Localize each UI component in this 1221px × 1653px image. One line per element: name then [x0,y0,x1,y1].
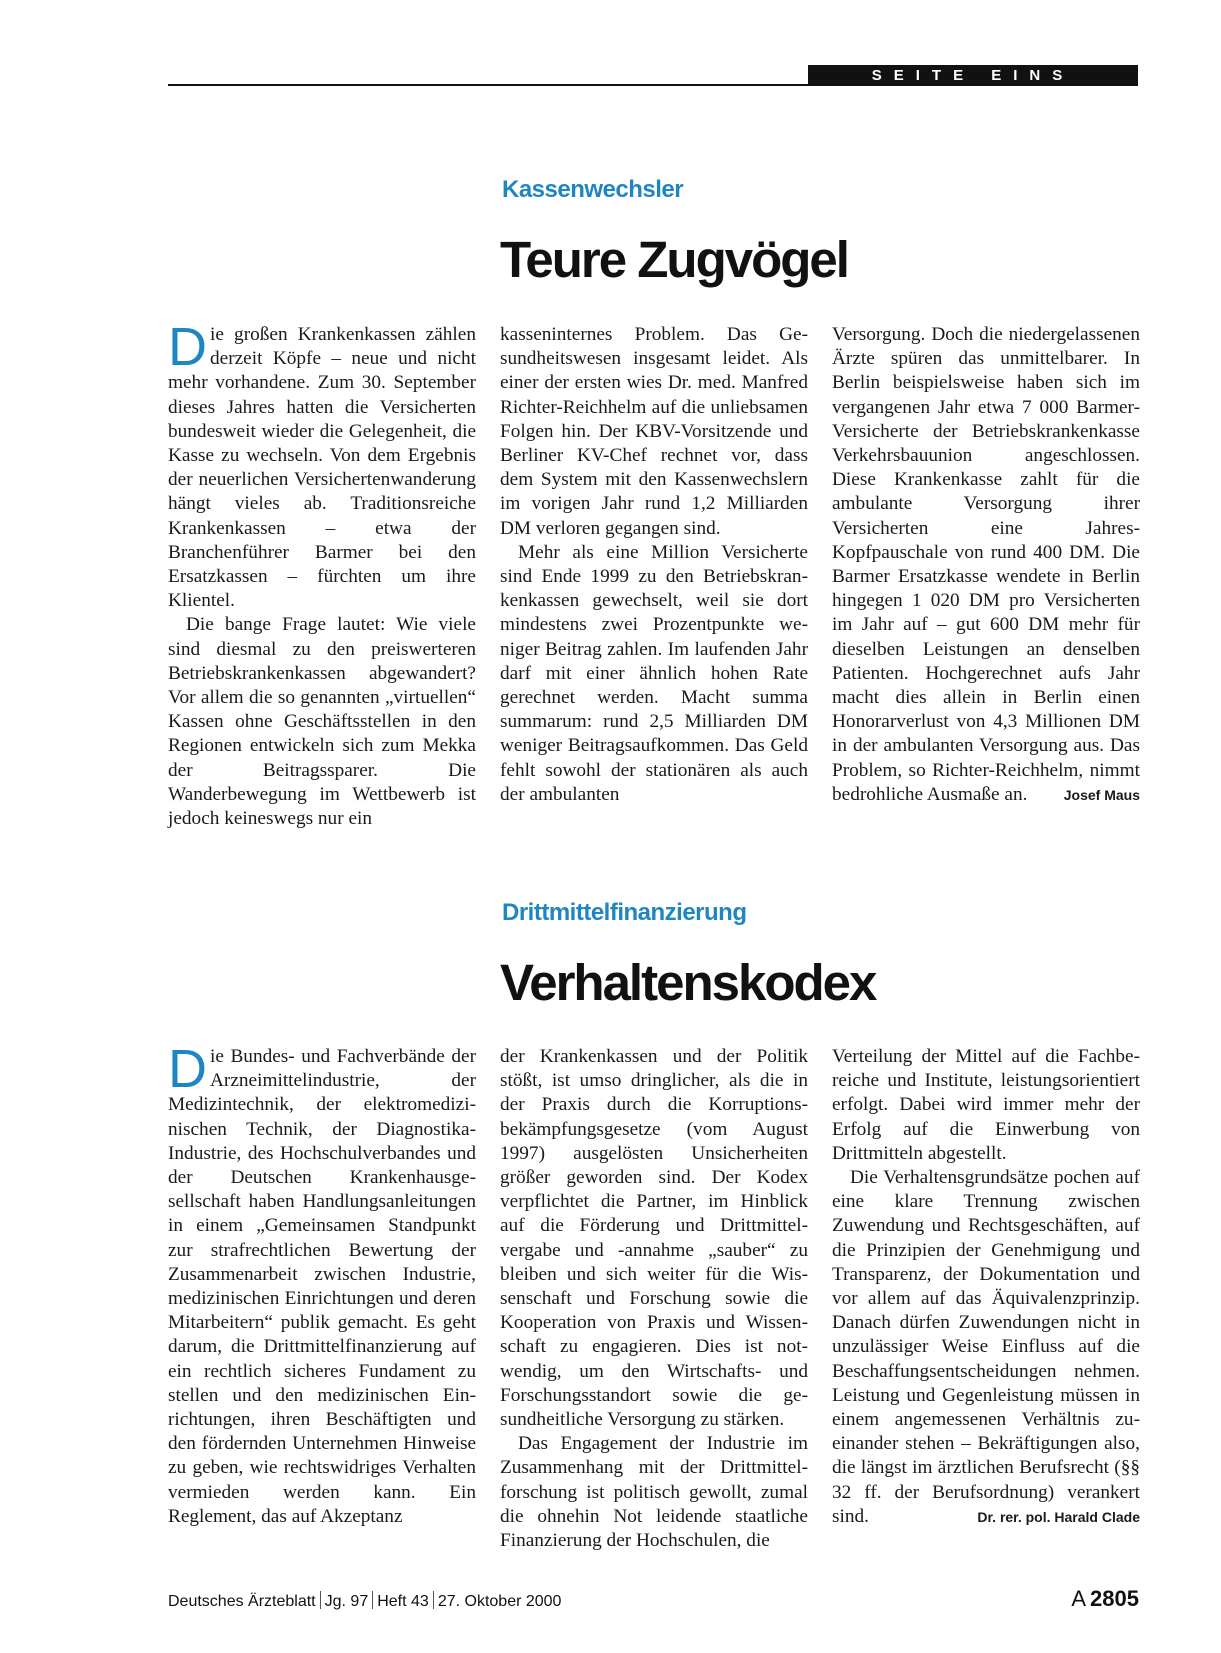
article1-col3-para1-text: Versorgung. Doch die niedergelassenen Ärzte spüren das unmittelbarer. In Berlin beispielsweise haben sich im vergangenen Jahr etwa 7 000 Barmer-Versicherte der Betriebskrankenkasse Verkehrsbauunion angeschlossen. Diese Krankenkasse zahlt für die ambulante Versorgung ihrer Versicherten eine Jahres-Kopfpauschale von rund 400 DM. Die Barmer Ersatzkasse wendete in Berlin hingegen 1 020 DM pro Versicherten im Jahr auf – gut 600 DM mehr für dieselben Leistungen an denselben Patienten. Hochgerechnet aufs Jahr macht dies allein in Berlin einen Honorarverlust von 4,3 Millionen DM in der ambulanten Versorgung aus. Das Problem, so Richter-Reichhelm, nimmt bedrohliche Ausmaße an. [832,324,1140,805]
footer-citation [168,1591,561,1611]
footer-separator [433,1591,434,1609]
article2-dropcap: D [168,1039,207,1099]
article2-col3-para2-text: Die Verhaltensgrundsätze pochen auf eine klare Trennung zwischen Zuwendung und Rechtsgeschäften, auf die Prinzipien der Genehmigung und Transparenz, der Dokumentation und vor allem auf das Äquivalenzprinzip. Danach dürfen Zuwendungen nicht in unzulässiger Weise Einfluss auf die Beschaffungsentscheidungen nehmen. Leistung und Gegenleistung müssen in einem angemessenen Verhältnis zueinander stehen – Bekräftigungen also, die längst im ärztlichen Berufsrecht (§§ 32 ff. der Berufsordnung) verankert sind. [832,1167,1140,1527]
article2-col1-para1 [168,1039,476,1529]
footer-date: 27. Oktober 2000 [437,1593,562,1610]
page-number-value: 2805 [1090,1586,1139,1611]
article1-column-3 [832,323,1140,807]
article2-col3-para1: Verteilung der Mittel auf die Fachbereiche und Institute, leistungsorientiert erfolgt. Dabei wird immer mehr der Erfolg auf die Einwerbung von Drittmitteln abgestellt. [832,1046,1140,1164]
article1-column-2 [500,323,808,807]
article1-column-1 [168,317,476,831]
article1-col3-para1 [832,323,1140,807]
page-number [1071,1586,1139,1612]
article2-col2-para1: der Krankenkassen und der Politik stößt, ist umso dringlicher, als die in der Praxis durch die Korruptionsbekämpfungsgesetze (vom August 1997) ausgelösten Unsicherheiten größer geworden sind. Der Kodex verpflichtet die Partner, im Hinblick auf die Förderung und Drittmittelvergabe und -annahme „sauber“ zu bleiben und sich weiter für die Wissenschaft und Forschung sowie die Kooperation von Praxis und Wissenschaft zu engagieren. Dies ist notwendig, um den Wirtschafts- und Forschungsstandort sowie die gesundheitliche Versorgung zu stärken. [500,1046,808,1431]
footer-volume: Jg. 97 [324,1593,369,1610]
article1-author: Josef Maus [1063,786,1140,803]
article2-col3-para2 [832,1166,1140,1529]
article2-author: Dr. rer. pol. Harald Clade [977,1508,1140,1525]
article2-kicker: Drittmittelfinanzierung [502,899,747,926]
footer-journal: Deutsches Ärzteblatt [168,1593,316,1610]
article2-column-1 [168,1039,476,1529]
article1-headline: Teure Zugvögel [500,231,848,288]
article1-col2-para1: kasseninternes Problem. Das Gesundheitswesen insgesamt leidet. Als einer der ersten wies Dr. med. Manfred Richter-Reichhelm auf die unliebsamen Folgen hin. Der KBV-Vorsitzende und Berliner KV-Chef rechnet vor, dass dem System mit den Kassenwechslern im vorigen Jahr rund 1,2 Milliarden DM verloren gegangen sind. [500,324,808,539]
article1-col2-para2: Mehr als eine Million Versicherte sind Ende 1999 zu den Betriebskrankenkassen gewechselt, weil sie dort mindestens zwei Prozentpunkte weniger Beitrag zahlen. Im laufenden Jahr darf mit einer ähnlich hohen Rate gerechnet werden. Macht summa summarum: rund 2,5 Milliarden DM weniger Beitragsaufkommen. Das Geld fehlt sowohl der stationären als auch der ambulanten [500,541,808,805]
article1-col1-para1-text: ie großen Krankenkassen zählen derzeit Köpfe – neue und nicht mehr vorhandene. Zum 30. September dieses Jahres hatten die Versicherten bundesweit wieder die Gelegenheit, die Kasse zu wechseln. Von dem Ergebnis der neuerlichen Versichertenwanderung hängt vieles ab. Traditionsreiche Krankenkassen – etwa der Branchenführer Barmer bei den Ersatzkassen – fürchten um ihre Klientel. [168,324,476,612]
article2-col1-para1-text: ie Bundes- und Fachverbände der Arzneimittelindustrie, der Medizintechnik, der elektromedizinischen Technik, der Diagnostika-Industrie, des Hochschulverbandes und der Deutschen Krankenhausgesellschaft haben Handlungsanleitungen in einem „Gemeinsamen Standpunkt zur strafrechtlichen Bewertung der Zusammenarbeit zwischen Industrie, medizinischen Einrichtungen und deren Mitarbeitern“ publik gemacht. Es geht darum, die Drittmittelfinanzierung auf ein rechtlich sicheres Fundament zu stellen und den medizinischen Einrichtungen, ihren Beschäftigten und den fördernden Unternehmen Hinweise zu geben, wie rechtswidriges Verhalten vermieden werden kann. Ein Reglement, das auf Akzeptanz [168,1046,476,1527]
footer-separator [372,1591,373,1609]
footer-issue: Heft 43 [377,1593,429,1610]
page-prefix: A [1071,1586,1087,1611]
section-label: SEITE EINS [808,65,1138,86]
article1-dropcap: D [168,317,207,377]
article2-col2-para2: Das Engagement der Industrie im Zusammenhang mit der Drittmittelforschung ist politisch gewollt, zumal die ohnehin Not leidende staatliche Finanzierung der Hochschulen, die [500,1433,808,1552]
article1-kicker: Kassenwechsler [502,176,684,203]
article1-col1-para1 [168,317,476,613]
article2-column-2 [500,1045,808,1553]
article2-headline: Verhaltenskodex [500,954,876,1011]
article2-column-3 [832,1045,1140,1529]
footer-separator [320,1591,321,1609]
article1-col1-para2: Die bange Frage lautet: Wie viele sind diesmal zu den preiswerteren Betriebskrankenkassen abgewandert? Vor allem die so genannten „virtuellen“ Kassen ohne Geschäftsstellen in den Regionen entwickeln sich zum Mekka der Beitragssparer. Die Wanderbewegung im Wettbewerb ist jedoch keineswegs nur ein [168,614,476,830]
